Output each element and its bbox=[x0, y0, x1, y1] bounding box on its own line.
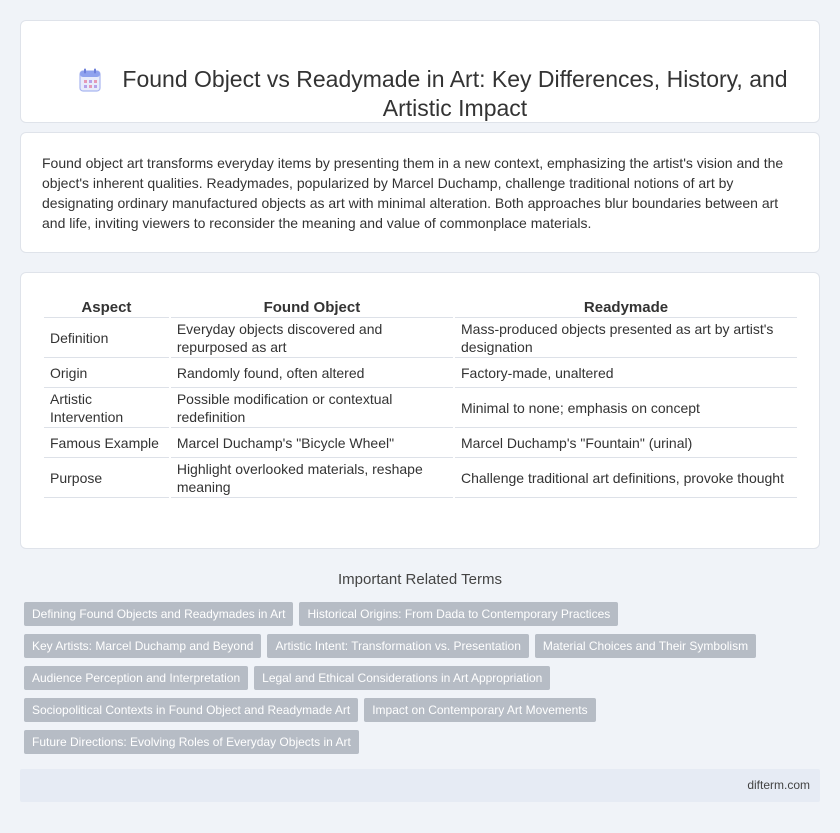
table-row bbox=[44, 458, 797, 498]
table-cell: Definition bbox=[44, 318, 169, 358]
table-cell: Randomly found, often altered bbox=[171, 358, 453, 388]
table-cell: Factory-made, unaltered bbox=[455, 358, 797, 388]
table-cell: Famous Example bbox=[44, 428, 169, 458]
table-cell: Highlight overlooked materials, reshape meaning bbox=[171, 458, 453, 498]
related-terms-heading: Important Related Terms bbox=[338, 571, 502, 588]
comparison-card bbox=[20, 272, 820, 549]
table-cell: Mass-produced objects presented as art by artist's designation bbox=[455, 318, 797, 358]
intro-card bbox=[20, 132, 820, 253]
related-term-tag[interactable]: Sociopolitical Contexts in Found Object and Readymade Art bbox=[24, 698, 358, 722]
column-header-aspect: Aspect bbox=[44, 296, 169, 318]
related-term-tag[interactable]: Artistic Intent: Transformation vs. Presentation bbox=[267, 634, 528, 658]
related-term-tag[interactable]: Audience Perception and Interpretation bbox=[24, 666, 248, 690]
table-header-row bbox=[44, 296, 797, 318]
table-cell: Origin bbox=[44, 358, 169, 388]
related-term-tag[interactable]: Material Choices and Their Symbolism bbox=[535, 634, 756, 658]
table-cell: Challenge traditional art definitions, provoke thought bbox=[455, 458, 797, 498]
footer bbox=[20, 769, 820, 802]
table-row bbox=[44, 428, 797, 458]
title-card bbox=[20, 20, 820, 123]
column-header-found-object: Found Object bbox=[171, 296, 453, 318]
intro-paragraph: Found object art transforms everyday items by presenting them in a new context, emphasizing the artist's vision and the object's inherent qualities. Readymades, popularized by Marcel Duchamp, challenge traditional notions of art by designating ordinary manufactured objects as art with minimal alteration. Both approaches blur boundaries between art and life, inviting viewers to reconsider the meaning and value of commonplace materials. bbox=[42, 155, 784, 231]
table-cell: Minimal to none; emphasis on concept bbox=[455, 388, 797, 428]
comparison-table bbox=[42, 296, 799, 498]
table-cell: Marcel Duchamp's "Bicycle Wheel" bbox=[171, 428, 453, 458]
column-header-readymade: Readymade bbox=[455, 296, 797, 318]
footer-brand[interactable]: difterm.com bbox=[747, 778, 810, 792]
related-term-tag[interactable]: Defining Found Objects and Readymades in Art bbox=[24, 602, 293, 626]
table-row bbox=[44, 388, 797, 428]
related-term-tag[interactable]: Key Artists: Marcel Duchamp and Beyond bbox=[24, 634, 261, 658]
table-cell: Possible modification or contextual redefinition bbox=[171, 388, 453, 428]
table-cell: Purpose bbox=[44, 458, 169, 498]
page-title: Found Object vs Readymade in Art: Key Differences, History, and Artistic Impact bbox=[122, 66, 788, 121]
table-row bbox=[44, 318, 797, 358]
related-term-tag[interactable]: Historical Origins: From Dada to Contemporary Practices bbox=[299, 602, 618, 626]
table-cell: Marcel Duchamp's "Fountain" (urinal) bbox=[455, 428, 797, 458]
table-cell: Artistic Intervention bbox=[44, 388, 169, 428]
table-row bbox=[44, 358, 797, 388]
related-term-tag[interactable]: Future Directions: Evolving Roles of Everyday Objects in Art bbox=[24, 730, 359, 754]
calendar-icon bbox=[79, 68, 101, 92]
table-cell: Everyday objects discovered and repurposed as art bbox=[171, 318, 453, 358]
related-term-tag[interactable]: Impact on Contemporary Art Movements bbox=[364, 698, 595, 722]
related-term-tag[interactable]: Legal and Ethical Considerations in Art Appropriation bbox=[254, 666, 550, 690]
